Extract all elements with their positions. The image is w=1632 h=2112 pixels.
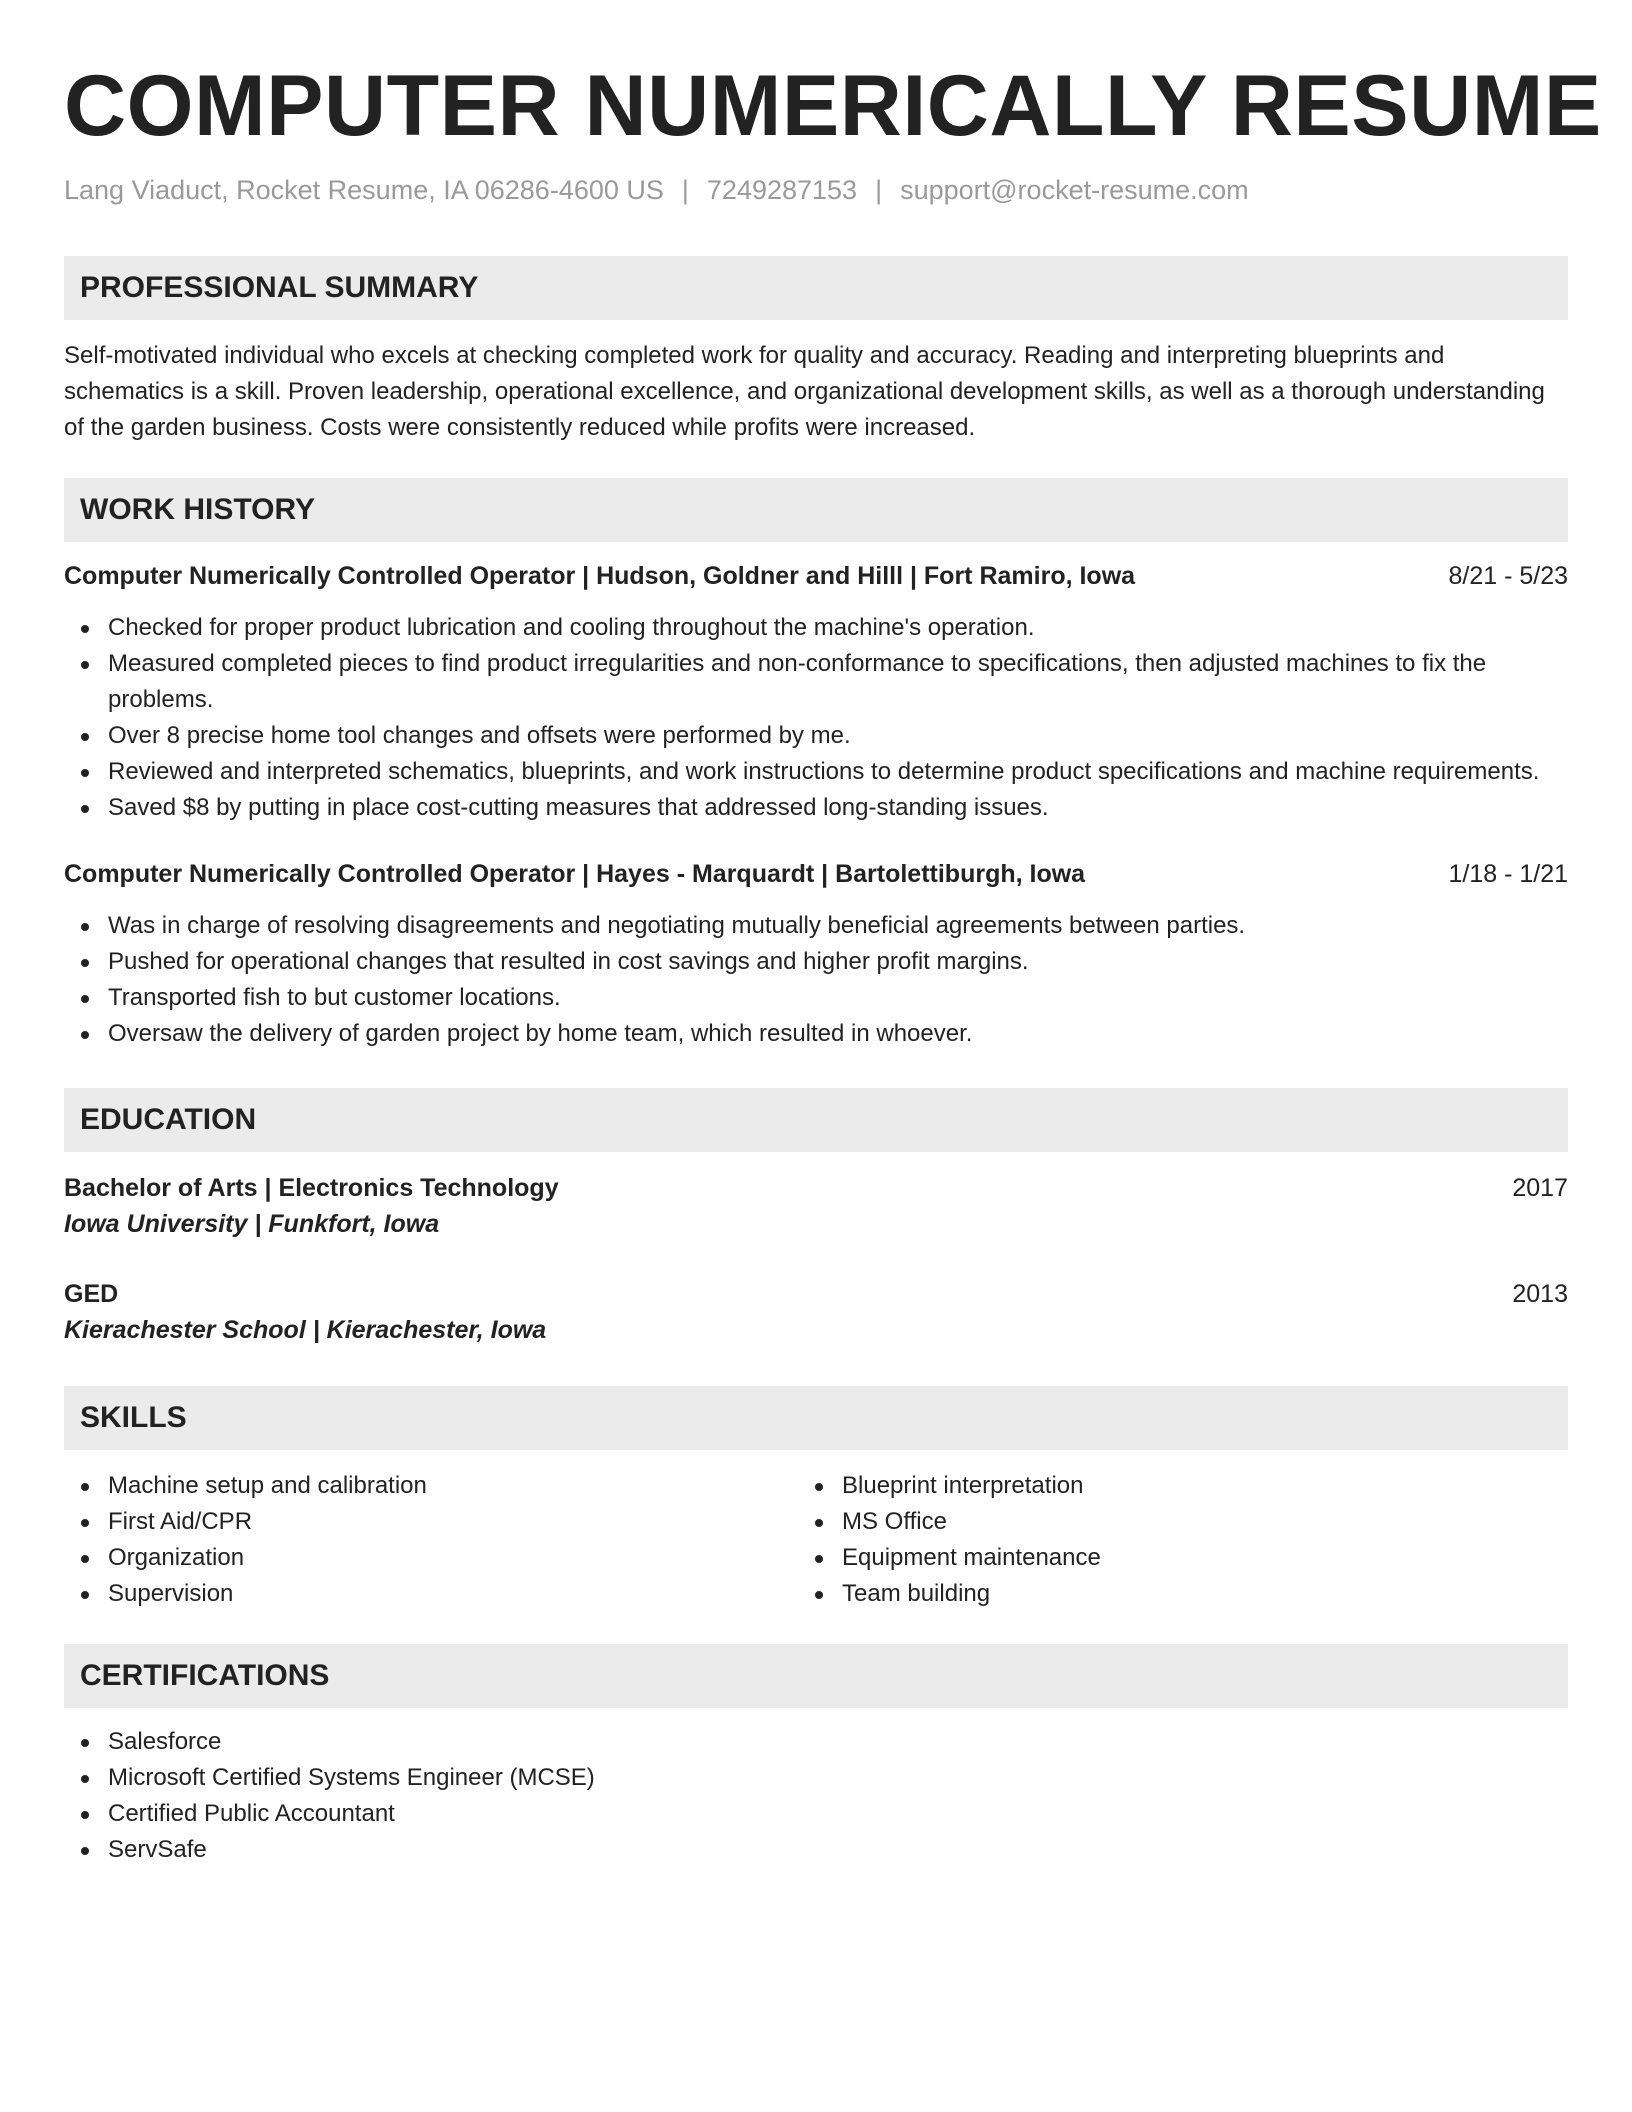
list-item: Salesforce [64,1724,1568,1760]
list-item: Supervision [64,1576,798,1612]
job-bullet-list [64,610,1568,826]
job-title: Computer Numerically Controlled Operator | Hayes - Marquardt | Bartolettiburgh, Iowa [64,860,1086,888]
section-heading-summary: PROFESSIONAL SUMMARY [64,256,1568,320]
contact-separator: | [875,175,883,205]
section-heading-work-history: WORK HISTORY [64,478,1568,542]
list-item: Team building [798,1576,1532,1612]
list-item: Transported fish to but customer locations. [64,980,1568,1016]
education-school: Kierachester School | Kierachester, Iowa [64,1316,547,1344]
education-year: 2017 [1512,1174,1568,1202]
list-item: Pushed for operational changes that resulted in cost savings and higher profit margins. [64,944,1568,980]
job-dates: 1/18 - 1/21 [1448,860,1568,888]
job-dates: 8/21 - 5/23 [1448,562,1568,590]
education-header [64,1170,1568,1206]
summary-text: Self-motivated individual who excels at checking completed work for quality and accuracy. Reading and interpreting blueprints and schematics is a skill. Proven leadership, operational excellence, and organizational development skills, as well as a thorough understanding of the garden business. Costs were consistently reduced while profits were increased. [64,342,1545,441]
contact-separator: | [681,175,689,205]
skills-list-right [798,1468,1532,1612]
list-item: Checked for proper product lubrication and cooling throughout the machine's operation. [64,610,1568,646]
contact-email: support@rocket-resume.com [900,175,1249,205]
list-item: MS Office [798,1504,1532,1540]
list-item: Oversaw the delivery of garden project by home team, which resulted in whoever. [64,1016,1568,1052]
section-heading-certifications: CERTIFICATIONS [64,1644,1568,1708]
job-bullet-list [64,908,1568,1052]
list-item: Saved $8 by putting in place cost-cutting measures that addressed long-standing issues. [64,790,1568,826]
contact-phone: 7249287153 [706,175,858,205]
education-degree: Bachelor of Arts | Electronics Technology [64,1174,559,1202]
job-title: Computer Numerically Controlled Operator | Hudson, Goldner and Hilll | Fort Ramiro, Iowa [64,562,1136,590]
skills-grid [64,1468,1568,1612]
list-item: ServSafe [64,1832,1568,1868]
list-item: Microsoft Certified Systems Engineer (MCSE) [64,1760,1568,1796]
resume-name: COMPUTER NUMERICALLY RESUME [64,58,1602,154]
list-item: Measured completed pieces to find product irregularities and non-conformance to specifications, then adjusted machines to fix the problems. [64,646,1568,718]
contact-address: Lang Viaduct, Rocket Resume, IA 06286-4600 US [64,175,664,205]
list-item: Over 8 precise home tool changes and offsets were performed by me. [64,718,1568,754]
contact-line [64,172,1568,208]
education-school: Iowa University | Funkfort, Iowa [64,1210,440,1238]
section-heading-education: EDUCATION [64,1088,1568,1152]
list-item: Reviewed and interpreted schematics, blueprints, and work instructions to determine product specifications and machine requirements. [64,754,1568,790]
list-item: Certified Public Accountant [64,1796,1568,1832]
certifications-list [64,1724,1568,1868]
education-year: 2013 [1512,1280,1568,1308]
list-item: Blueprint interpretation [798,1468,1532,1504]
list-item: Was in charge of resolving disagreements and negotiating mutually beneficial agreements between parties. [64,908,1568,944]
skills-list-left [64,1468,798,1612]
list-item: First Aid/CPR [64,1504,798,1540]
job-header [64,558,1568,594]
job-header [64,856,1568,892]
section-heading-skills: SKILLS [64,1386,1568,1450]
education-degree: GED [64,1280,119,1308]
education-header [64,1276,1568,1312]
list-item: Equipment maintenance [798,1540,1532,1576]
list-item: Machine setup and calibration [64,1468,798,1504]
list-item: Organization [64,1540,798,1576]
